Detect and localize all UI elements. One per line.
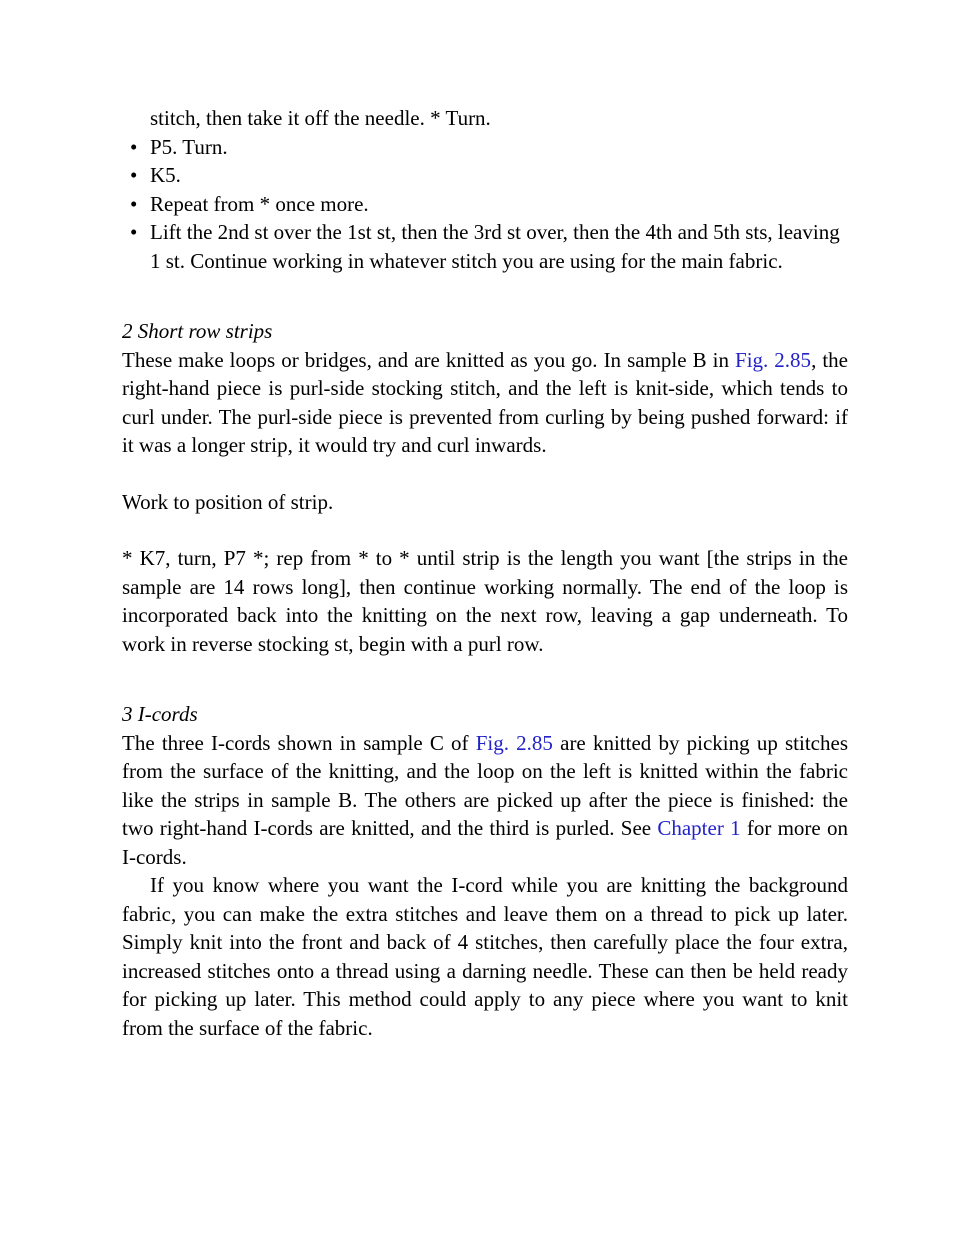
paragraph-short-rows-instructions (122, 544, 848, 658)
link-chapter-1[interactable]: Chapter 1 (657, 816, 741, 840)
paragraph-icords-2 (122, 871, 848, 1042)
text-segment: K5. (150, 163, 181, 187)
list-item (122, 161, 848, 190)
paragraph-work-to-position (122, 488, 848, 517)
text-segment: for more on I-cords. (122, 816, 848, 869)
section-heading-icords: 3 I-cords (122, 702, 198, 726)
section-heading-short-row-strips: 2 Short row strips (122, 319, 273, 343)
bullet-list (122, 133, 848, 276)
text-segment: Work to position of strip. (122, 489, 334, 514)
text-segment: P5. Turn. (150, 134, 228, 159)
list-item (122, 133, 848, 162)
paragraph-icords-1 (122, 729, 848, 872)
text-segment: If you know where you want the I-cord while you are knitting the background fabric, you can make the extra stitches and leave them on a thread to pick up later. Simply knit into the front and back of 4 stitches, then carefully place the four extra, increased stitches onto a thread using a darning needle. These can then be held ready for picking up later. This method could apply to any piece where you want to knit from the surface of the fabric. (122, 873, 848, 1040)
list-item (122, 190, 848, 219)
text-segment: Lift the 2nd st over the 1st st, then the 3rd st over, then the 4th and 5th sts, leaving 1 st. Continue working in whatever stitch you are using for the main fabric. (150, 220, 840, 273)
text-segment: , the right-hand piece is purl-side stocking stitch, and the left is knit-side, which tends to curl under. The purl-side piece is prevented from curling by being pushed forward: if it was a longer strip, it would try and curl inwards. (122, 347, 848, 457)
list-item (122, 218, 848, 275)
list-continuation-text (122, 104, 848, 133)
text-segment: Repeat from * once more. (150, 191, 369, 216)
link-fig-2-85[interactable]: Fig. 2.85 (475, 730, 553, 755)
link-fig-2-85[interactable]: Fig. 2.85 (735, 347, 812, 372)
text-segment: stitch, then take it off the needle. * Turn. (150, 106, 491, 130)
text-segment: * K7, turn, P7 *; rep from * to * until strip is the length you want [the strips in the sample are 14 rows long], then continue working normally. The end of the loop is incorporated back into the knitting on the next row, leaving a gap underneath. To work in reverse stocking st, begin with a purl row. (122, 546, 848, 656)
paragraph-short-rows-1 (122, 346, 848, 460)
text-segment: The three I-cords shown in sample C of (122, 730, 476, 755)
text-segment: are knitted by picking up stitches from the surface of the knitting, and the loop on the left is knitted within the fabric like the strips in sample B. The others are picked up after the piece is finished: the two right-hand I-cords are knitted, and the third is purled. See (122, 730, 848, 840)
text-segment: These make loops or bridges, and are knitted as you go. In sample B in (122, 347, 736, 372)
